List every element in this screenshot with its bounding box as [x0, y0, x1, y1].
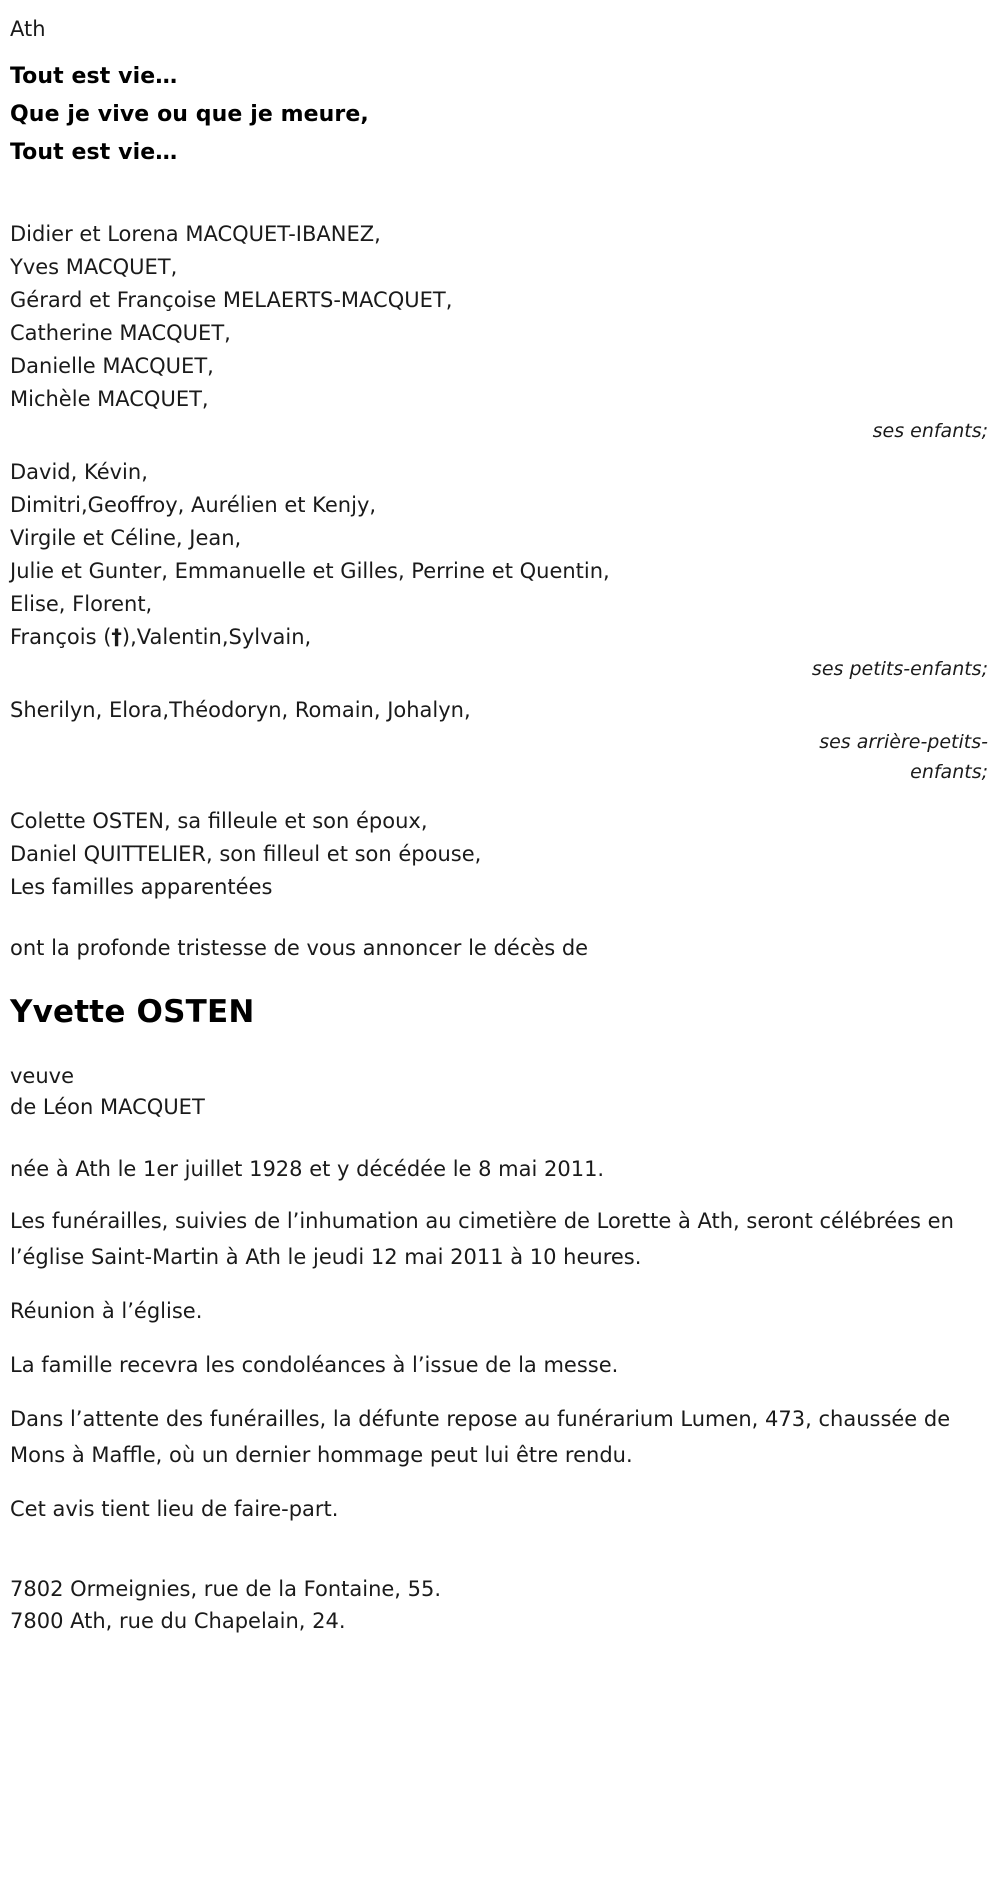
announcement-text: ont la profonde tristesse de vous annoncer le décès de [10, 936, 589, 960]
children-name: Danielle MACQUET, [10, 354, 214, 378]
great-grandchildren-relation-label-line1: ses arrière-petits- [819, 731, 988, 753]
great-grandchildren-names [10, 694, 990, 727]
children-name: Catherine MACQUET, [10, 321, 231, 345]
children-names [10, 218, 990, 416]
grandchildren-relation-label: ses petits-enfants; [811, 658, 988, 680]
spacer [10, 684, 990, 694]
grandchild-name: David, Kévin, [10, 460, 148, 484]
funeral-info: Les funérailles, suivies de l’inhumation au cimetière de Lorette à Ath, seront célébrées en l’église Saint-Martin à Ath le jeudi 12 mai 2011 à 10 heures. [10, 1209, 954, 1269]
grandchild-name: Virgile et Céline, Jean, [10, 526, 242, 550]
spacer [10, 446, 990, 456]
epigraph-line-3: Tout est vie… [10, 140, 178, 165]
children-name: Didier et Lorena MACQUET-IBANEZ, [10, 222, 381, 246]
grandchildren-names [10, 456, 990, 654]
address-line: 7802 Ormeignies, rue de la Fontaine, 55. [10, 1577, 442, 1601]
addresses-block [10, 1573, 990, 1637]
great-grandchildren-group [10, 694, 990, 787]
condolences-info: La famille recevra les condoléances à l’issue de la messe. [10, 1353, 619, 1377]
other-relatives-group [10, 805, 990, 904]
gathering-info: Réunion à l’église. [10, 1299, 203, 1323]
deceased-status [10, 1061, 990, 1123]
funeral-details [10, 1151, 990, 1527]
children-name: Yves MACQUET, [10, 255, 178, 279]
epigraph-line-2: Que je vive ou que je meure, [10, 102, 369, 127]
grandchild-name: Elise, Florent, [10, 592, 153, 616]
spacer [10, 787, 990, 805]
children-group [10, 218, 990, 446]
spacer [10, 1545, 990, 1573]
spacer [10, 1123, 990, 1151]
great-grandchildren-relation-label-line2: enfants; [910, 761, 988, 783]
address-line: 7800 Ath, rue du Chapelain, 24. [10, 1609, 346, 1633]
children-name: Michèle MACQUET, [10, 387, 209, 411]
funerarium-info: Dans l’attente des funérailles, la défunte repose au funérarium Lumen, 473, chaussée de Mons à Maffle, où un dernier hommage peut lui être rendu. [10, 1407, 951, 1467]
deceased-name: Yvette OSTEN [10, 994, 255, 1030]
children-relation-label: ses enfants; [872, 420, 988, 442]
grandchildren-group [10, 456, 990, 684]
birth-death-info: née à Ath le 1er juillet 1928 et y décédée le 8 mai 2011. [10, 1157, 605, 1181]
grandchild-name: François (†),Valentin,Sylvain, [10, 625, 312, 649]
deceased-status-line-1: veuve [10, 1064, 75, 1088]
other-relative: Les familles apparentées [10, 875, 273, 899]
grandchild-name: Dimitri,Geoffroy, Aurélien et Kenjy, [10, 493, 377, 517]
other-relative: Colette OSTEN, sa filleule et son époux, [10, 809, 428, 833]
spacer [10, 904, 990, 932]
notice-info: Cet avis tient lieu de faire-part. [10, 1497, 339, 1521]
grandchild-name: Julie et Gunter, Emmanuelle et Gilles, Perrine et Quentin, [10, 559, 610, 583]
deceased-status-line-2: de Léon MACQUET [10, 1095, 205, 1119]
city-label: Ath [10, 17, 46, 41]
great-grandchild-name: Sherilyn, Elora,Théodoryn, Romain, Johalyn, [10, 698, 471, 722]
children-name: Gérard et Françoise MELAERTS-MACQUET, [10, 288, 453, 312]
spacer [10, 172, 990, 218]
epigraph-line-1: Tout est vie… [10, 64, 178, 89]
other-relative: Daniel QUITTELIER, son filleul et son épouse, [10, 842, 482, 866]
epigraph-block [10, 58, 990, 172]
